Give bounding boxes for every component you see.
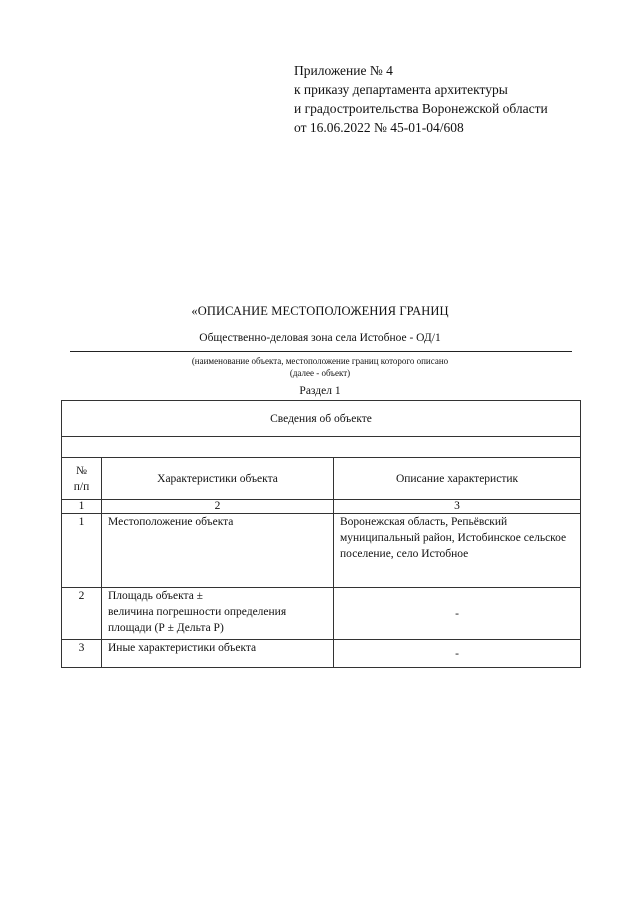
col-header-description: Описание характеристик — [334, 458, 581, 500]
row-description: - — [334, 640, 581, 668]
object-name: Общественно-деловая зона села Истобное - ОД/1 — [199, 332, 441, 344]
col-header-characteristic: Характеристики объекта — [102, 458, 334, 500]
row-characteristic: Площадь объекта ± величина погрешности определения площади (Р ± Дельта Р) — [102, 588, 334, 640]
underline-rule — [70, 351, 572, 352]
caption-line: (наименование объекта, местоположение границ которого описано — [191, 356, 449, 366]
appendix-line: к приказу департамента архитектуры — [294, 82, 508, 97]
row-characteristic: Местоположение объекта — [102, 514, 334, 588]
row-number: 2 — [62, 588, 102, 640]
row-description: Воронежская область, Репьёвский муниципальный район, Истобинское сельское поселение, село Истобное — [334, 514, 581, 588]
appendix-line: Приложение № 4 — [294, 63, 393, 78]
col-number: 1 — [62, 500, 102, 514]
appendix-line: от 16.06.2022 № 45-01-04/608 — [294, 120, 464, 135]
empty-row — [62, 437, 581, 458]
caption-note — [0, 355, 640, 379]
table-row — [62, 514, 581, 588]
caption-line: (далее - объект) — [289, 368, 351, 378]
appendix-line: и градостроительства Воронежской области — [294, 101, 548, 116]
table-heading: Сведения об объекте — [62, 401, 581, 437]
table-row — [62, 588, 581, 640]
col-number: 3 — [334, 500, 581, 514]
appendix-block — [294, 61, 548, 137]
row-description: - — [334, 588, 581, 640]
object-info-table — [61, 400, 581, 668]
col-header-num: № п/п — [62, 458, 102, 500]
section-label: Раздел 1 — [299, 385, 341, 397]
col-number: 2 — [102, 500, 334, 514]
row-number: 3 — [62, 640, 102, 668]
table-row — [62, 640, 581, 668]
row-characteristic: Иные характеристики объекта — [102, 640, 334, 668]
document-title: «ОПИСАНИЕ МЕСТОПОЛОЖЕНИЯ ГРАНИЦ — [191, 304, 449, 318]
row-number: 1 — [62, 514, 102, 588]
